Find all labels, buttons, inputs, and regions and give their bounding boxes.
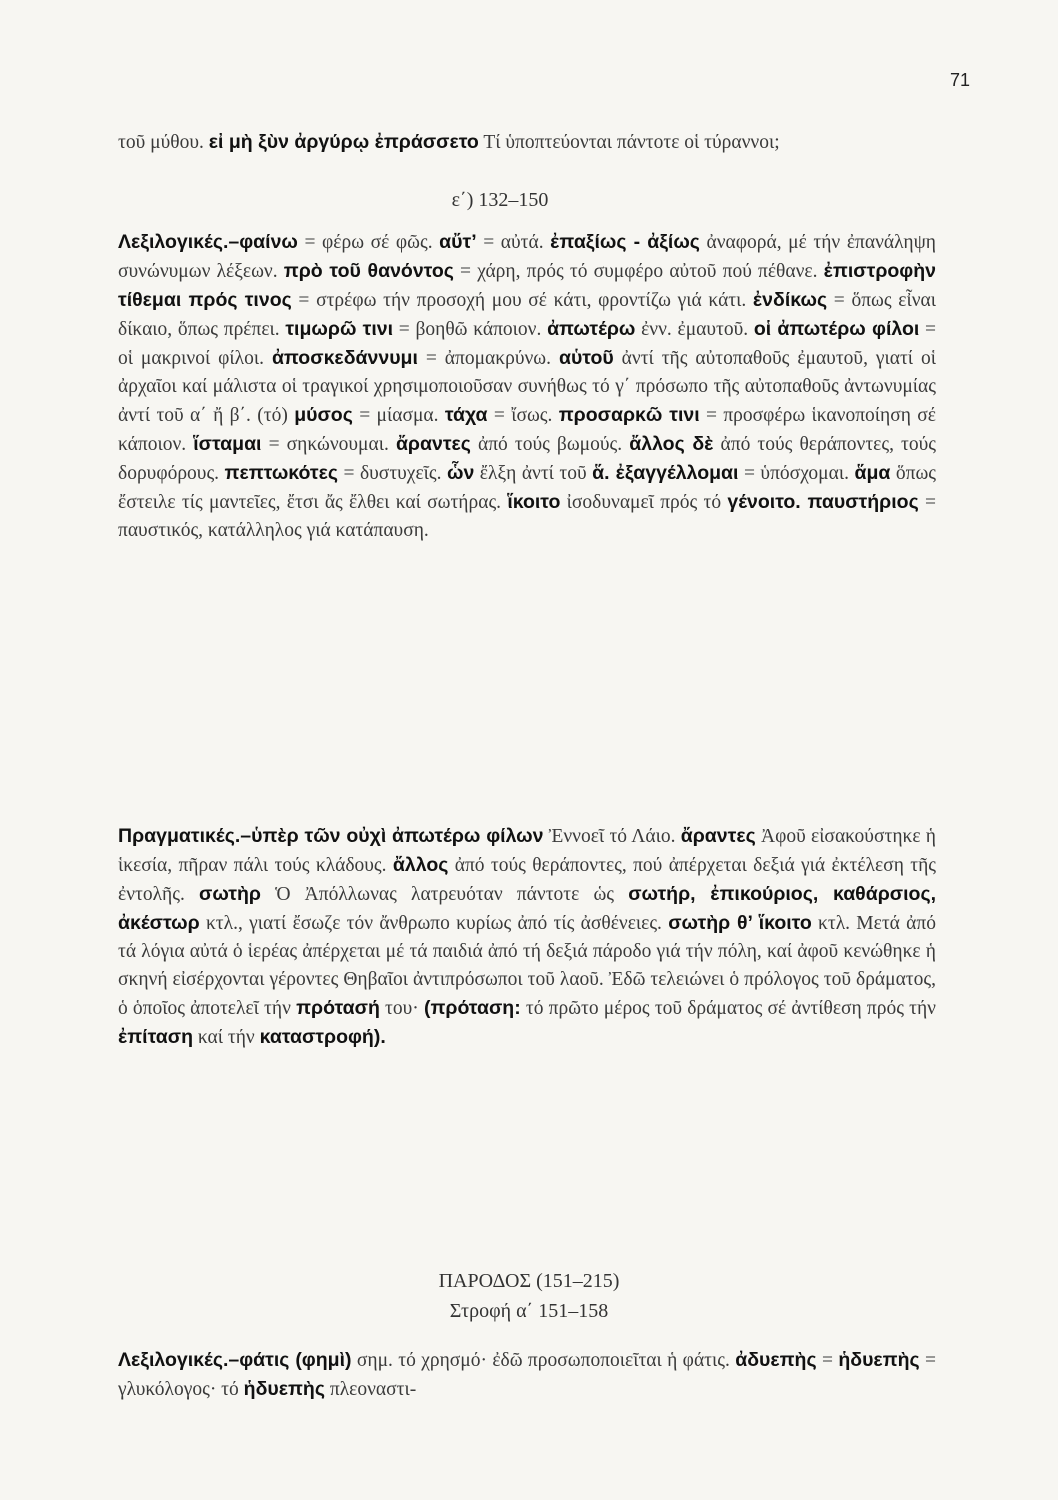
text-run: κτλ., γιατί ἔσωζε τόν ἄνθρωπο κυρίως ἀπό τίς ἀσθένειες. [199, 913, 669, 934]
bold-term: ἐπαξίως - ἀξίως [550, 231, 700, 253]
text-run: ἐνν. ἐμαυτοῦ. [635, 319, 754, 340]
parodos-heading: ΠΑΡΟΔΟΣ (151–215) [438, 1270, 620, 1292]
text-run: ὅπως ἔστειλε τίς μαντεῖες, ἔτσι ἄς ἔλθει καί σωτήρας. [118, 463, 936, 513]
text-run: = στρέφω τήν προσοχή μου σέ κάτι, φροντίζω γιά κάτι. [291, 290, 753, 311]
text-run: ἔλξη ἀντί τοῦ [474, 463, 593, 484]
text-run: Ὁ Ἀπόλλωνας λατρευόταν πάντοτε ὡς [260, 884, 629, 905]
text-run: = παυστικός, κατάλληλος γιά κατάπαυση. [118, 492, 936, 541]
text-run: = χάρη, πρός τό συμφέρο αὐτοῦ πού πέθανε. [453, 261, 824, 282]
bold-term: ἐνδίκως [752, 289, 828, 311]
lexical-notes-paragraph [118, 228, 936, 545]
bold-term: ἄραντες [680, 825, 756, 847]
bold-term: ἀποσκεδάννυμι [271, 347, 418, 369]
bold-term: σωτήρ, ἐπικούριος, καθάρσιος, ἀκέστωρ [118, 883, 937, 934]
text-run: ἀντί τῆς αὐτοπαθοῦς ἐμαυτοῦ, γιατί οἱ ἀρχαῖοι καί μάλιστα οἱ τραγικοί χρησιμοποιοῦσαν συνήθως τό γ΄ πρόσωπο τῆς αὐτοπαθοῦς ἀντωνυμίας ἀντί τοῦ α΄ ἤ β΄. (τό) [118, 348, 936, 426]
bold-term: τιμωρῶ τινι [285, 318, 394, 340]
bold-term: ἵσταμαι [193, 433, 262, 455]
bold-term: πεπτωκότες [224, 462, 338, 484]
text-run: = γλυκόλογος· τό [118, 1350, 937, 1400]
bold-term: (πρόταση: [423, 997, 521, 1019]
text-run: κτλ. Μετά ἀπό τά λόγια αὐτά ὁ ἱερέας ἀπέρχεται μέ τά παιδιά ἀπό τή δεξιά πάροδο γιά τήν πόλη, καί ἀφοῦ κενώθηκε ἡ σκηνή εἰσέρχονται γέροντες Θηβαῖοι ἀντιπρόσωποι τοῦ λαοῦ. Ἐδῶ τελειώνει ὁ πρόλογος τοῦ δράματος, ὁ ὁποῖος ἀποτελεῖ τήν [118, 913, 936, 1019]
bold-term: ἐπίταση [118, 1026, 194, 1048]
bold-term: ἐπιστροφὴν τίθεμαι πρός τινος [118, 260, 936, 311]
bold-term: ἄλλος [392, 854, 449, 876]
text-run: = προσφέρω ἱκανοποίηση σέ κάποιον. [118, 405, 936, 455]
text-run: = δυστυχεῖς. [338, 463, 447, 484]
bold-term: αὔτ’ [439, 231, 477, 253]
text-run: = ὑπόσχομαι. [738, 463, 855, 484]
text-run: ἀπό τούς θεράποντες, πού ἀπέρχεται δεξιά γιά ἐκτέλεση τῆς ἐντολῆς. [118, 855, 936, 905]
bold-term: ἀδυεπὴς [735, 1349, 817, 1371]
factual-notes-paragraph [118, 822, 936, 1052]
text-run: = αὐτά. [476, 232, 551, 253]
text-run: ἀναφορά, μέ τήν ἐπανάληψη συνώνυμων λέξεων. [118, 232, 936, 282]
bold-term: Πραγματικές.–ὑπὲρ τῶν οὐχὶ ἀπωτέρω φίλων [118, 825, 544, 847]
bold-term: εἰ μὴ ξὺν ἀργύρῳ ἐπράσσετο [208, 131, 479, 153]
bold-term: ἅμα [854, 462, 891, 484]
text-run: Ἐννοεῖ τό Λάιο. [543, 826, 681, 847]
text-run: ἰσοδυναμεῖ πρός τό [560, 492, 728, 513]
text-run: = [816, 1350, 839, 1371]
intro-paragraph [118, 128, 936, 157]
bold-term: ἵκοιτο [507, 491, 561, 513]
text-run: ἀπό τούς βωμούς. [470, 434, 630, 455]
bold-term: ὧν [446, 462, 475, 484]
lexical-notes-parodos-paragraph [118, 1346, 936, 1404]
bold-term: σωτὴρ θ’ ἵκοιτο [668, 912, 812, 934]
bold-term: Λεξιλογικές.–φαίνω [118, 231, 298, 253]
bold-term: ἄραντες [395, 433, 471, 455]
bold-term: γένοιτο. παυστήριος [727, 491, 919, 513]
bold-term: τάχα [444, 404, 488, 426]
bold-term: ἡδυεπὴς [838, 1349, 920, 1371]
text-run: καί τήν [193, 1027, 260, 1048]
strophe-subheading: Στροφή α΄ 151–158 [449, 1300, 609, 1322]
text-run: τό πρῶτο μέρος τοῦ δράματος σέ ἀντίθεση πρός τήν [520, 998, 936, 1019]
text-run: Ἀφοῦ εἰσακούστηκε ἡ ἱκεσία, πῆραν πάλι τούς κλάδους. [118, 826, 936, 876]
text-run: = ἀπομακρύνω. [417, 348, 559, 369]
bold-term: προσαρκῶ τινι [558, 404, 700, 426]
text-run: του· [379, 998, 424, 1019]
text-run: τοῦ μύθου. [118, 132, 209, 153]
bold-term: ἄλλος δὲ [629, 433, 714, 455]
text-run: Τί ὑποπτεύονται πάντοτε οἱ τύραννοι; [478, 132, 780, 153]
text-run: = οἱ μακρινοί φίλοι. [118, 319, 937, 369]
bold-term: οἱ ἀπωτέρω φίλοι [753, 318, 920, 340]
text-run: ἀπό τούς θεράποντες, τούς δορυφόρους. [118, 434, 936, 484]
text-run: = ἴσως. [487, 405, 559, 426]
section-heading-132-150: ε΄) 132–150 [451, 189, 549, 211]
bold-term: πρότασή [296, 997, 380, 1019]
bold-term: Λεξιλογικές.–φάτις (φημὶ) [118, 1349, 352, 1371]
bold-term: αὑτοῦ [558, 347, 614, 369]
bold-term: μύσος [294, 404, 353, 426]
bold-term: καταστροφή). [259, 1026, 386, 1048]
bold-term: πρὸ τοῦ θανόντος [283, 260, 454, 282]
text-run: πλεοναστι- [324, 1379, 417, 1400]
text-run: = φέρω σέ φῶς. [297, 232, 440, 253]
page-number: 71 [950, 70, 971, 90]
text-run: = βοηθῶ κάποιον. [393, 319, 548, 340]
bold-term: σωτὴρ [199, 883, 261, 905]
text-run: = μίασμα. [352, 405, 445, 426]
text-run: σημ. τό χρησμό· ἐδῶ προσωποποιεῖται ἡ φάτις. [351, 1350, 736, 1371]
bold-term: ἡδυεπὴς [243, 1378, 325, 1400]
bold-term: ἀπωτέρω [547, 318, 636, 340]
text-run: = σηκώνουμαι. [261, 434, 396, 455]
text-run: = ὅπως εἶναι δίκαιο, ὅπως πρέπει. [118, 290, 936, 340]
bold-term: ἅ. ἐξαγγέλλομαι [592, 462, 739, 484]
